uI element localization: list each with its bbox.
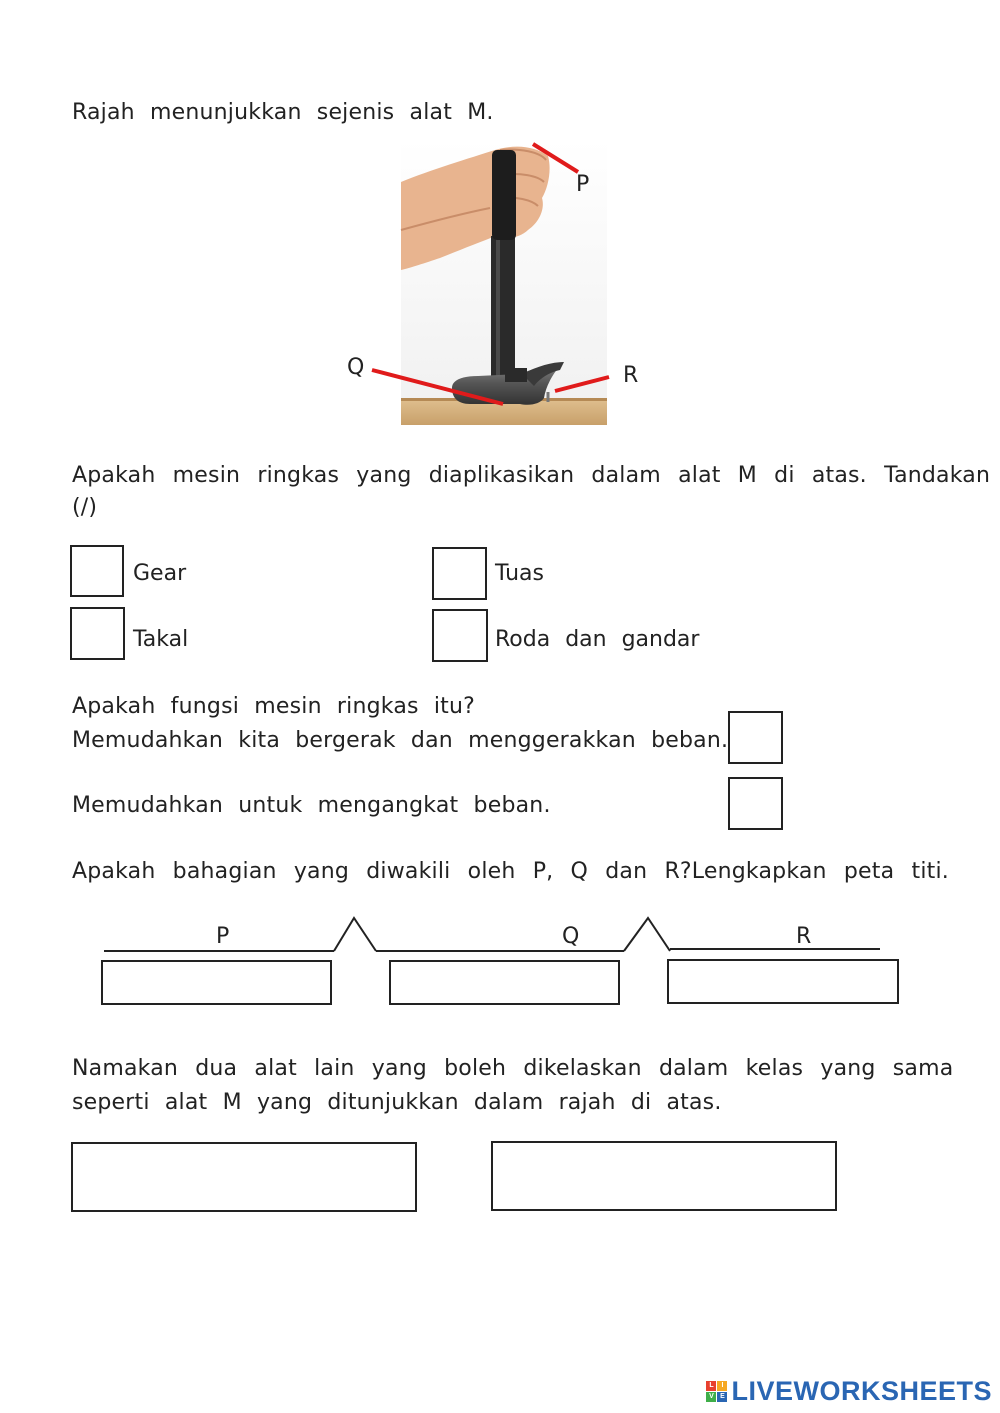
answer-box-p[interactable] [101, 960, 332, 1005]
option-takal: Takal [133, 627, 189, 652]
bridge-label-r: R [796, 924, 812, 949]
footer-brand [706, 1376, 992, 1407]
checkbox-fungsi-1[interactable] [728, 711, 783, 764]
checkbox-tuas[interactable] [432, 547, 487, 600]
answer-box-q[interactable] [389, 960, 620, 1005]
option-tuas: Tuas [495, 561, 544, 586]
intro-text: Rajah menunjukkan sejenis alat M. [72, 100, 494, 125]
q2-option-1: Memudahkan kita bergerak dan menggerakkan beban. [72, 728, 729, 753]
option-gear: Gear [133, 561, 187, 586]
answer-box-tool-1[interactable] [71, 1142, 417, 1212]
q2-question: Apakah fungsi mesin ringkas itu? [72, 694, 476, 719]
bridge-label-p: P [216, 924, 230, 949]
bridge-label-q: Q [562, 924, 580, 949]
checkbox-gear[interactable] [70, 545, 124, 597]
label-q: Q [347, 355, 365, 380]
checkbox-takal[interactable] [70, 607, 125, 660]
option-roda-dan-gandar: Roda dan gandar [495, 627, 700, 652]
checkbox-fungsi-2[interactable] [728, 777, 783, 830]
q4-line2: seperti alat M yang ditunjukkan dalam rajah di atas. [72, 1090, 722, 1115]
hammer-handle [491, 236, 515, 376]
answer-box-tool-2[interactable] [491, 1141, 837, 1211]
label-p: P [576, 172, 590, 197]
checkbox-roda-dan-gandar[interactable] [432, 609, 488, 662]
q2-option-2: Memudahkan untuk mengangkat beban. [72, 793, 551, 818]
answer-box-r[interactable] [667, 959, 899, 1004]
q1-line1: Apakah mesin ringkas yang diaplikasikan dalam alat M di atas. Tandakan [72, 463, 991, 488]
label-r: R [623, 363, 639, 388]
footer-brand-text: LIVEWORKSHEETS [731, 1376, 992, 1406]
q1-line2: (/) [72, 495, 98, 520]
q3-question: Apakah bahagian yang diwakili oleh P, Q dan R?Lengkapkan peta titi. [72, 859, 949, 884]
q4-line1: Namakan dua alat lain yang boleh dikelaskan dalam kelas yang sama [72, 1056, 954, 1081]
liveworksheets-logo-icon: L I V E [706, 1381, 727, 1402]
